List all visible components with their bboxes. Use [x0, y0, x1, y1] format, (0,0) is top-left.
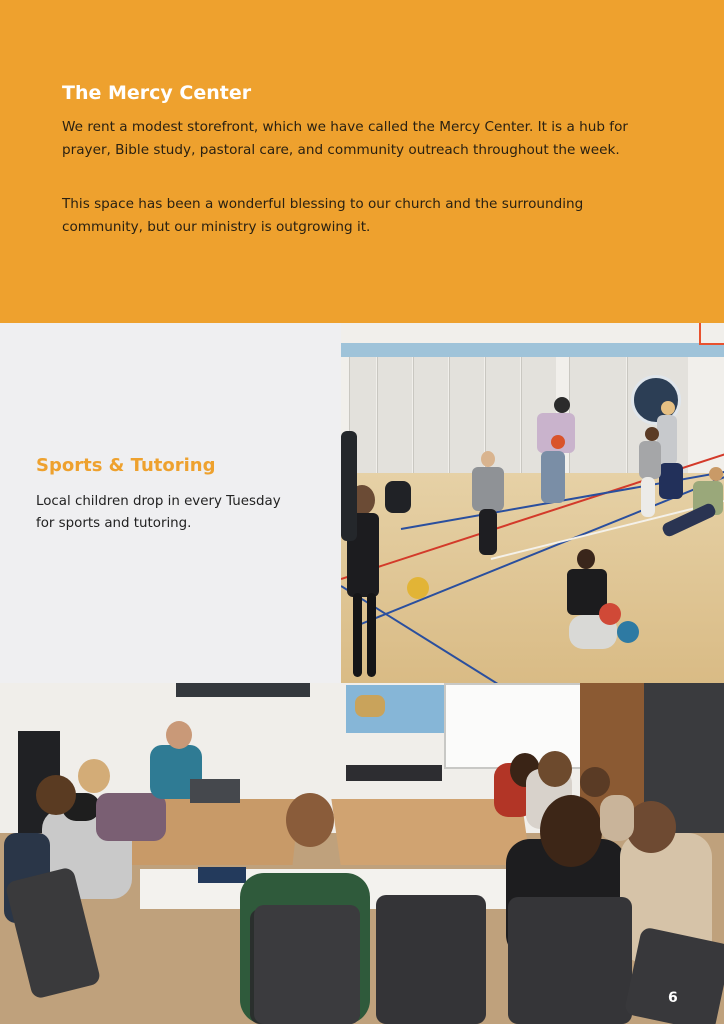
mercy-center-paragraph-1: We rent a modest storefront, which we have called the Mercy Center. It is a hub for prayer, Bible study, pastoral care, and community outreach throughout the week. [62, 119, 628, 158]
mercy-center-paragraph-2: This space has been a wonderful blessing to our church and the surrounding community, but our ministry is outgrowing it. [62, 196, 584, 235]
sports-tutoring-text: Local children drop in every Tuesday for sports and tutoring. [36, 494, 281, 531]
gym-photo [341, 323, 724, 683]
mercy-center-title: The Mercy Center [62, 82, 252, 104]
basketball-hoop [699, 323, 724, 345]
sports-tutoring-title: Sports & Tutoring [36, 455, 216, 476]
page-number: 6 [668, 990, 678, 1006]
sports-tutoring-panel [0, 323, 341, 683]
classroom-photo [0, 683, 724, 1024]
mercy-center-section [0, 0, 724, 323]
